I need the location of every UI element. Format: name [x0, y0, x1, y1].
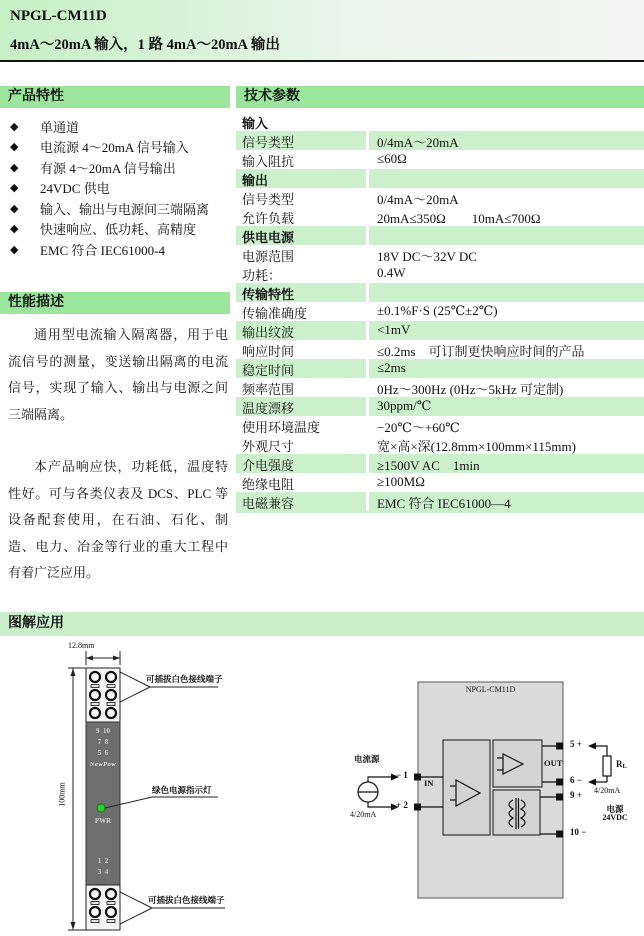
height-dimension-line [68, 668, 86, 930]
circuit-outer-block [418, 682, 563, 898]
terminal-label-6: 6 − [570, 775, 582, 785]
circuit-out-label: OUT [544, 758, 563, 768]
spec-row [236, 359, 644, 378]
device-terminal-numbers: 3 4 [97, 868, 109, 876]
circuit-block-title: NPGL-CM11D [465, 685, 516, 694]
spec-value [369, 283, 644, 302]
spec-row [236, 397, 644, 416]
spec-label: 供电电源 [236, 226, 366, 245]
spec-value [369, 169, 644, 188]
spec-row [236, 245, 644, 264]
device-bottom-terminal-block [86, 885, 120, 930]
spec-label: 响应时间 [242, 344, 295, 359]
spec-label: 电磁兼容 [236, 492, 366, 511]
current-source-symbol [358, 774, 399, 811]
diamond-bullet-icon: ◆ [10, 141, 19, 154]
diagram-section-title: 图解应用 [0, 612, 644, 636]
device-terminal-numbers: 1 2 [97, 857, 109, 865]
description-paragraph: 本产品响应快，功耗低，温度特性好。可与各类仪表及 DCS、PLC 等设备配套使用，在石油、石化、制造、电力、冶金等行业的重大工程中有着广泛应用。 [8, 459, 228, 580]
spec-label: 绝缘电阻 [242, 477, 295, 492]
spec-row [236, 492, 644, 511]
spec-row [236, 454, 644, 473]
brand-logo: NewPow [89, 761, 117, 768]
diamond-bullet-icon: ◆ [10, 202, 19, 215]
description-paragraphs [0, 322, 230, 587]
supply-label: 电源 [606, 804, 624, 814]
terminal-label-plus2: + 2 [396, 800, 408, 810]
load-resistor-symbol [588, 743, 611, 786]
circuit-in-label: IN [424, 778, 434, 788]
spec-value: ≤60Ω [377, 151, 407, 166]
power-led [97, 804, 105, 812]
callout-bottom-label: 可插拔白色接线端子 [148, 895, 225, 905]
spec-row [236, 321, 644, 340]
callout-top-label: 可插拔白色接线端子 [146, 674, 223, 684]
spec-label: 信号类型 [242, 192, 295, 207]
spec-value: EMC 符合 IEC61000—4 [369, 492, 644, 511]
device-terminal-numbers: 5 6 [97, 749, 109, 757]
callout-leader-lines [105, 672, 225, 924]
feature-item [0, 137, 230, 158]
spec-value: 0Hz～300Hz (0Hz～5kHz 可定制) [377, 382, 564, 397]
spec-section-row [236, 169, 644, 188]
load-signal-label: 4/20mA [594, 786, 621, 795]
spec-value: ≥100MΩ [377, 474, 425, 489]
spec-value: 18V DC～32V DC [377, 249, 477, 264]
spec-value: 0/4mA～20mA [377, 192, 459, 207]
spec-section-row [236, 226, 644, 245]
features-section-title: 产品特性 [0, 86, 230, 108]
product-subtitle: 4mA～20mA 输入，1 路 4mA～20mA 输出 [10, 37, 280, 53]
spec-value [369, 226, 644, 245]
current-source-label: 电流源 [354, 754, 380, 764]
specs-section-title: 技术参数 [236, 86, 644, 108]
spec-value: 0/4mA～20mA [369, 131, 644, 150]
spec-row [236, 378, 644, 397]
spec-value: ≤0.2ms 可订制更快响应时间的产品 [377, 344, 585, 359]
spec-table [236, 112, 644, 513]
spec-section-row [236, 283, 644, 302]
feature-list [0, 116, 230, 292]
load-resistor-subscript: L [622, 763, 627, 770]
feature-text: 单通道 [40, 119, 80, 135]
feature-text: 快速响应、低功耗、高精度 [40, 222, 197, 238]
spec-value: <1mV [369, 321, 644, 340]
load-resistor-label [616, 759, 627, 770]
spec-label: 输出纹波 [236, 321, 366, 340]
spec-value: 0.4W [377, 265, 406, 280]
terminal-label-10: 10 − [570, 827, 587, 837]
feature-item [0, 178, 230, 199]
right-column [236, 86, 644, 513]
description-paragraph: 通用型电流输入隔离器，用于电流信号的测量，变送输出隔离的电流信号，实现了输入、输出与电源之间三端隔离。 [8, 327, 228, 422]
spec-value: 宽×高×深(12.8mm×100mm×115mm) [377, 439, 576, 454]
spec-row [236, 131, 644, 150]
feature-item [0, 116, 230, 137]
diamond-bullet-icon: ◆ [10, 223, 19, 236]
spec-row [236, 416, 644, 435]
spec-row [236, 473, 644, 492]
spec-row [236, 340, 644, 359]
diamond-bullet-icon: ◆ [10, 182, 19, 195]
spec-label: 功耗： [242, 268, 282, 283]
device-height-label: 100mm [57, 782, 67, 807]
spec-label: 输出 [236, 169, 366, 188]
spec-section-row [236, 112, 644, 131]
spec-row [236, 188, 644, 207]
feature-item [0, 198, 230, 219]
spec-label: 电源范围 [242, 249, 295, 264]
terminal-label-minus1: − 1 [396, 770, 408, 780]
width-dimension-line [86, 651, 120, 665]
feature-text: 输入、输出与电源间三端隔离 [40, 201, 210, 217]
spec-label: 信号类型 [236, 131, 366, 150]
spec-value: 20mA≤350Ω 10mA≤700Ω [377, 211, 541, 226]
input-amp-block [443, 740, 490, 835]
spec-row [236, 302, 644, 321]
spec-label: 温度漂移 [236, 397, 366, 416]
feature-text: 电流源 4～20mA 信号输入 [40, 140, 189, 156]
spec-row [236, 435, 644, 454]
spec-label: 外观尺寸 [242, 439, 295, 454]
spec-value: 30ppm/℃ [369, 397, 644, 416]
feature-text: 有源 4～20mA 信号输出 [40, 160, 176, 176]
device-terminal-numbers: 7 8 [97, 738, 109, 746]
spec-row [236, 264, 644, 283]
spec-row [236, 150, 644, 169]
diamond-bullet-icon: ◆ [10, 161, 19, 174]
product-model: NPGL-CM11D [10, 8, 107, 24]
spec-label: 使用环境温度 [242, 420, 321, 435]
callout-led-label: 绿色电源指示灯 [152, 785, 212, 795]
feature-item [0, 157, 230, 178]
output-amp-block [493, 740, 542, 787]
feature-text: EMC 符合 IEC61000-4 [40, 242, 165, 258]
device-top-terminal-block [86, 668, 120, 722]
spec-label: 输入阻抗 [242, 154, 295, 169]
spec-label: 传输准确度 [242, 306, 308, 321]
spec-row [236, 207, 644, 226]
spec-value: ±0.1%F·S (25℃±2℃) [377, 303, 498, 318]
current-source-signal-label: 4/20mA [350, 810, 377, 819]
header-banner [0, 0, 644, 62]
spec-value: ≥1500V AC 1min [369, 454, 644, 473]
left-column [0, 86, 230, 613]
diamond-bullet-icon: ◆ [10, 120, 19, 133]
spec-label: 稳定时间 [236, 359, 366, 378]
spec-label: 允许负载 [242, 211, 295, 226]
spec-label: 输入 [242, 116, 269, 131]
power-led-label: PWR [94, 817, 112, 825]
feature-item [0, 239, 230, 260]
spec-value: −20℃～+60℃ [377, 420, 460, 435]
device-width-label: 12.8mm [68, 641, 95, 650]
terminal-label-9: 9 + [570, 790, 582, 800]
spec-label: 传输特性 [236, 283, 366, 302]
spec-label: 频率范围 [242, 382, 295, 397]
feature-text: 24VDC 供电 [40, 181, 110, 197]
device-terminal-numbers: 9 10 [96, 727, 110, 735]
diamond-bullet-icon: ◆ [10, 243, 19, 256]
description-section-title: 性能描述 [0, 292, 230, 314]
terminal-label-5: 5 + [570, 739, 582, 749]
spec-label: 介电强度 [236, 454, 366, 473]
supply-value-label: 24VDC [602, 813, 628, 822]
load-resistor-letter: R [616, 759, 623, 769]
spec-value [369, 112, 644, 131]
diagram-area [0, 640, 644, 936]
spec-value: ≤2ms [369, 359, 644, 378]
feature-item [0, 219, 230, 240]
